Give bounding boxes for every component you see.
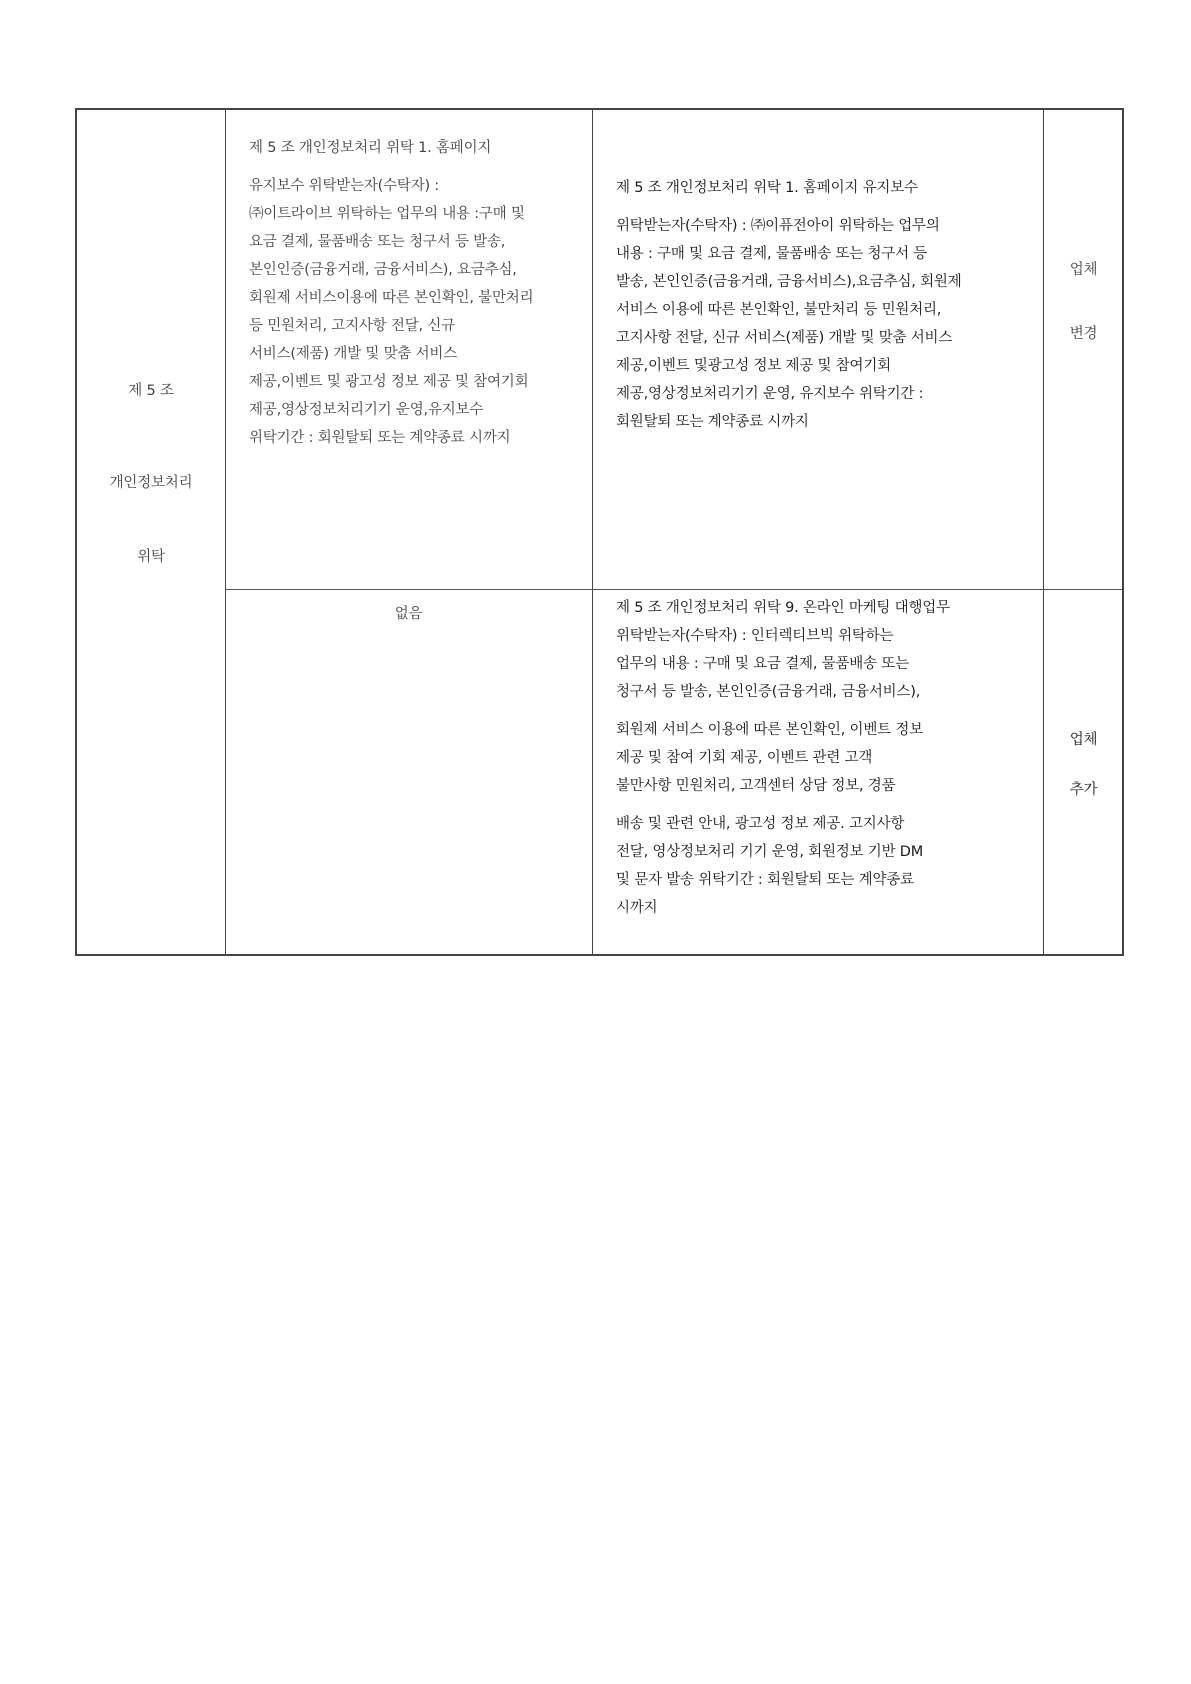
article-subject: 개인정보처리: [109, 475, 193, 491]
row2-after-line: 시까지: [616, 900, 658, 916]
row2-before-text: 없음: [394, 606, 423, 622]
row1-after-line: 발송, 본인인증(금융거래, 금융서비스),요금추심, 회원제: [616, 274, 962, 290]
article-number: 제 5 조: [128, 383, 174, 399]
row2-note-label: 업체: [1069, 732, 1098, 748]
row1-note-action: 변경: [1069, 326, 1098, 342]
row1-before-line: 유지보수 위탁받는자(수탁자) :: [249, 178, 440, 194]
column-divider: [592, 110, 593, 954]
article-cell: [77, 377, 225, 571]
column-divider: [1043, 110, 1044, 954]
row2-before-cell: [225, 600, 592, 628]
row1-before-line: ㈜이트라이브 위탁하는 업무의 내용 :구매 및: [249, 206, 525, 222]
row2-after-line: 배송 및 관련 안내, 광고성 정보 제공. 고지사항: [616, 816, 905, 832]
row1-after-line: 제공,영상정보처리기기 운영, 유지보수 위탁기간 :: [616, 386, 924, 402]
row1-after-line: 고지사항 전달, 신규 서비스(제품) 개발 및 맞춤 서비스: [616, 330, 953, 346]
column-divider: [225, 110, 226, 954]
row1-before-line: 회원제 서비스이용에 따른 본인확인, 불만처리: [249, 290, 534, 306]
row2-after-line: 불만사항 민원처리, 고객센터 상담 정보, 경품: [616, 778, 896, 794]
row1-before-cell: [249, 134, 533, 452]
row1-before-line: 제공,이벤트 및 광고성 정보 제공 및 참여기회: [249, 374, 529, 390]
row1-before-line: 본인인증(금융거래, 금융서비스), 요금추심,: [249, 262, 517, 278]
row2-after-cell: [616, 594, 950, 922]
row-divider: [225, 589, 1122, 590]
row1-before-line: 제공,영상정보처리기기 운영,유지보수: [249, 402, 484, 418]
row2-after-line: 업무의 내용 : 구매 및 요금 결제, 물품배송 또는: [616, 656, 909, 672]
row1-note-cell: [1043, 256, 1124, 348]
row1-before-title: 제 5 조 개인정보처리 위탁 1. 홈페이지: [249, 140, 492, 156]
row1-after-line: 제공,이벤트 및광고성 정보 제공 및 참여기회: [616, 358, 891, 374]
row2-after-line: 및 문자 발송 위탁기간 : 회원탈퇴 또는 계약종료: [616, 872, 914, 888]
row2-after-line: 전달, 영상정보처리 기기 운영, 회원정보 기반 DM: [616, 844, 924, 860]
row2-after-line: 청구서 등 발송, 본인인증(금융거래, 금융서비스),: [616, 684, 921, 700]
row1-before-line: 위탁기간 : 회원탈퇴 또는 계약종료 시까지: [249, 430, 511, 446]
comparison-table: [75, 108, 1124, 956]
row2-note-cell: [1043, 726, 1124, 804]
row2-after-line: 위탁받는자(수탁자) : 인터렉티브빅 위탁하는: [616, 628, 894, 644]
row1-note-label: 업체: [1069, 262, 1098, 278]
row2-note-action: 추가: [1069, 782, 1098, 798]
row1-after-title: 제 5 조 개인정보처리 위탁 1. 홈페이지 유지보수: [616, 180, 918, 196]
row1-after-cell: [616, 174, 962, 436]
row1-after-line: 내용 : 구매 및 요금 결제, 물품배송 또는 청구서 등: [616, 246, 928, 262]
row2-after-line: 제공 및 참여 기회 제공, 이벤트 관련 고객: [616, 750, 873, 766]
row1-before-line: 등 민원처리, 고지사항 전달, 신규: [249, 318, 455, 334]
row1-after-line: 위탁받는자(수탁자) : ㈜이퓨전아이 위탁하는 업무의: [616, 218, 940, 234]
row1-before-line: 서비스(제품) 개발 및 맞춤 서비스: [249, 346, 458, 362]
row1-after-line: 서비스 이용에 따른 본인확인, 불만처리 등 민원처리,: [616, 302, 942, 318]
row2-after-line: 제 5 조 개인정보처리 위탁 9. 온라인 마케팅 대행업무: [616, 600, 950, 616]
row1-after-line: 회원탈퇴 또는 계약종료 시까지: [616, 414, 809, 430]
article-subject-cont: 위탁: [137, 549, 165, 565]
row1-before-line: 요금 결제, 물품배송 또는 청구서 등 발송,: [249, 234, 506, 250]
row2-after-line: 회원제 서비스 이용에 따른 본인확인, 이벤트 정보: [616, 722, 924, 738]
